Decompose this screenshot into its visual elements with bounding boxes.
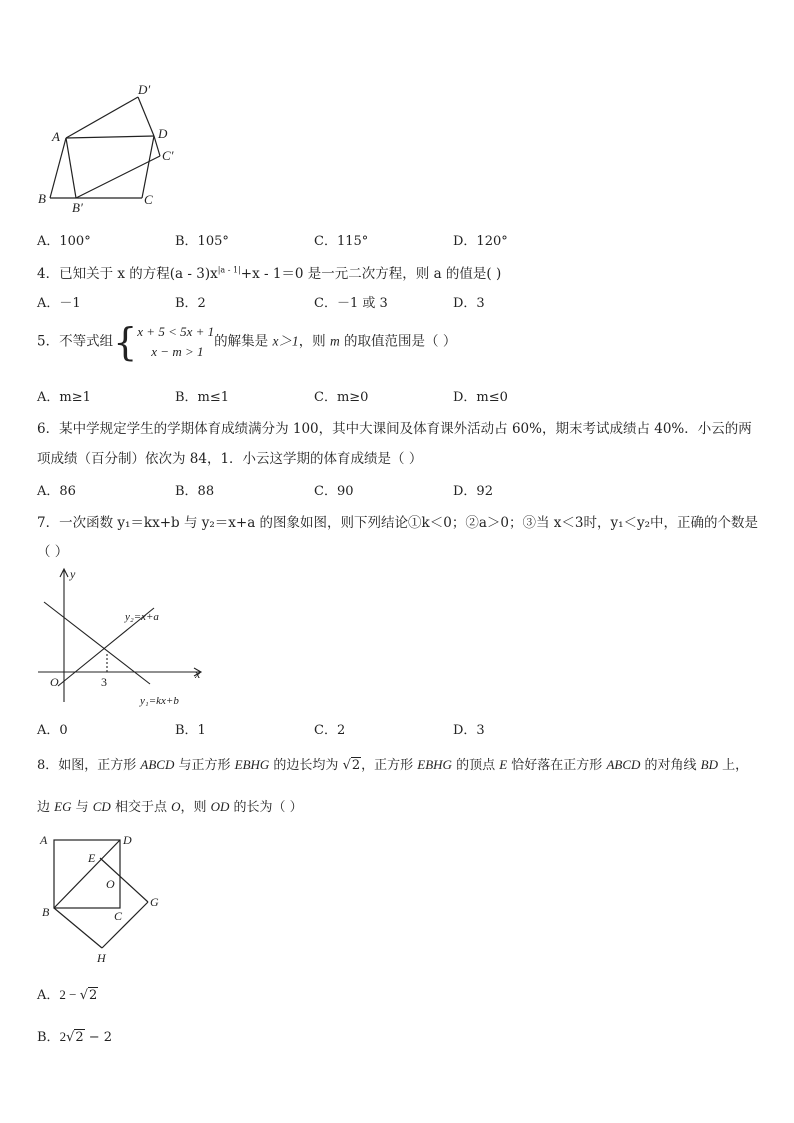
q8-label-O: O (106, 877, 115, 891)
figure-parallelogram (30, 78, 190, 218)
q8-label-A: A (40, 833, 48, 847)
q3-option-c[interactable]: C．115° (314, 234, 369, 249)
q6-option-c[interactable]: C．90 (314, 484, 354, 499)
q7-option-c[interactable]: C．2 (314, 723, 346, 738)
q8-question-line2: 边 EG 与 CD 相交于点 O，则 OD 的长为（ ） (37, 799, 303, 815)
q4-option-b[interactable]: B．2 (175, 296, 206, 311)
q8-question-line1: 8．如图，正方形 ABCD 与正方形 EBHG 的边长均为 √2，正方形 EBHG 的顶点 E 恰好落在正方形 ABCD 的对角线 BD 上， (37, 757, 749, 773)
q4-option-c[interactable]: C．－1 或 3 (314, 296, 388, 311)
q7-question-line1: 7．一次函数 y₁＝kx+b 与 y₂＝x+a 的图象如图，则下列结论①k＜0；②a＞0；③当 x＜3时，y₁＜y₂中，正确的个数是 (37, 515, 759, 531)
q8-option-b[interactable]: B．2√2 − 2 (37, 1029, 113, 1045)
q8-label-G: G (150, 895, 159, 909)
q8-option-a[interactable]: A．2 − √2 (37, 987, 98, 1003)
q3-option-d[interactable]: D．120° (453, 234, 508, 249)
q8-label-E: E (88, 851, 96, 865)
q7-option-a[interactable]: A．0 (37, 723, 68, 738)
q8-label-B: B (42, 905, 50, 919)
fig1-label-Bp: B′ (72, 200, 83, 215)
q7-label-line2: y₂=x+a (125, 611, 159, 623)
fig1-label-C: C (144, 192, 153, 207)
q5-option-a[interactable]: A．m≥1 (37, 390, 91, 405)
q6-option-d[interactable]: D．92 (453, 484, 493, 499)
q7-question-line2: （ ） (37, 544, 69, 560)
q5-question: 5．不等式组{x + 5 < 5x + 1 x − m > 1的解集是 x＞1，则 m 的取值范围是（ ） (37, 320, 457, 364)
fig1-label-D: D (158, 126, 168, 141)
q7-option-b[interactable]: B．1 (175, 723, 206, 738)
fig1-label-B: B (38, 191, 46, 206)
q7-label-x: x (195, 667, 201, 681)
q7-function-graph (30, 562, 220, 712)
q7-label-tick-3: 3 (101, 675, 107, 689)
q7-label-line1: y₁=kx+b (140, 695, 179, 707)
q7-option-d[interactable]: D．3 (453, 723, 485, 738)
q6-option-b[interactable]: B．88 (175, 484, 215, 499)
q8-label-C: C (114, 909, 123, 923)
q7-label-origin: O (50, 675, 59, 689)
q4-question: 4．已知关于 x 的方程$(a - 3)x^{|a - 1|}+x - 1=0$ 是一元二次方程，则 a 的值是( ) (37, 265, 502, 282)
fig1-label-Dp: D′ (138, 82, 151, 97)
q4-option-d[interactable]: D．3 (453, 296, 485, 311)
fig1-label-A: A (52, 129, 60, 144)
q6-option-a[interactable]: A．86 (37, 484, 76, 499)
q8-label-H: H (97, 951, 106, 965)
q5-option-b[interactable]: B．m≤1 (175, 390, 230, 405)
q4-option-a[interactable]: A．－1 (37, 296, 81, 311)
q5-option-d[interactable]: D．m≤0 (453, 390, 508, 405)
q3-option-a[interactable]: A．100° (37, 234, 91, 249)
q7-label-y: y (70, 567, 76, 581)
q8-label-D: D (123, 833, 132, 847)
q6-question-line2: 项成绩（百分制）依次为 84，1．小云这学期的体育成绩是（ ） (37, 451, 423, 467)
q8-squares-figure (34, 826, 164, 966)
q3-option-b[interactable]: B．105° (175, 234, 229, 249)
q6-question-line1: 6．某中学规定学生的学期体育成绩满分为 100，其中大课间及体育课外活动占 60%，期末考试成绩占 40%．小云的两 (37, 421, 752, 437)
q5-option-c[interactable]: C．m≥0 (314, 390, 369, 405)
fig1-label-Cp: C′ (162, 148, 174, 163)
